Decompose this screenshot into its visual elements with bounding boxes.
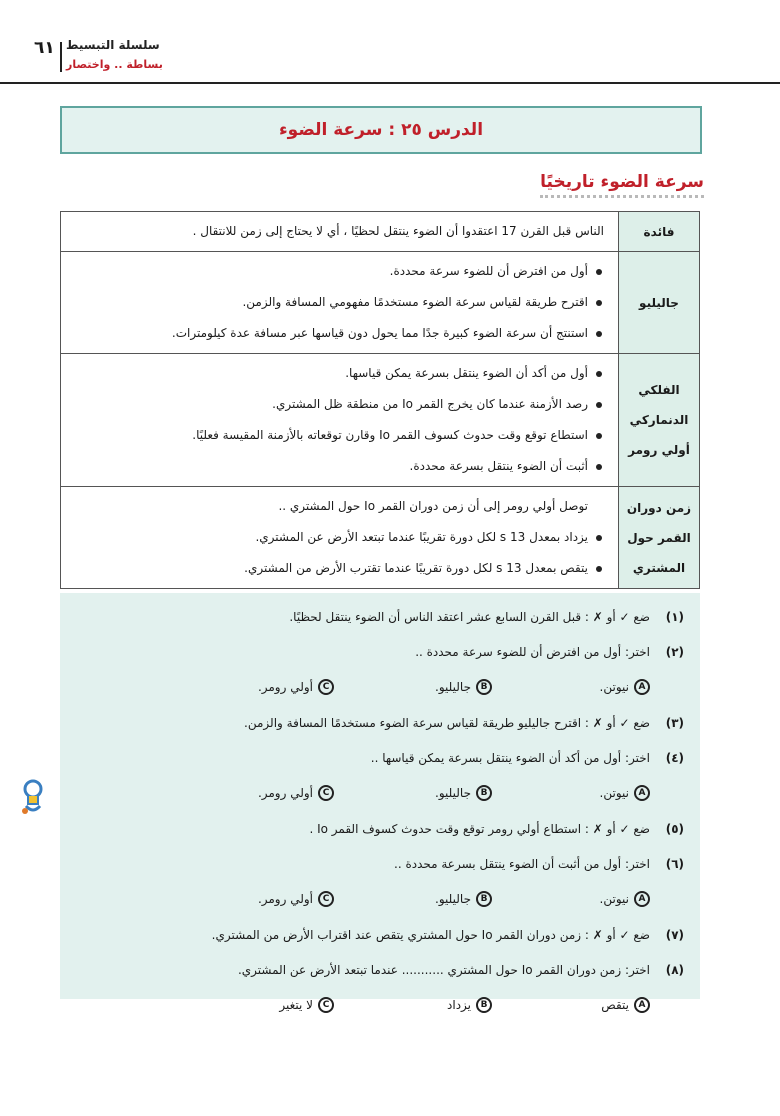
answer-option[interactable] [334,785,492,801]
question-number: (٥) [665,821,684,836]
row-item: يتقص بمعدل 13 s لكل دورة تقريبًا عندما تقترب الأرض من المشتري. [69,553,588,584]
exercises-panel [60,593,700,1012]
exercise-question [76,846,684,881]
series-subtitle: بساطة .. واختصار [66,58,163,71]
exercise-question [76,705,684,740]
answer-option[interactable] [334,679,492,695]
question-number: (٤) [665,750,684,765]
row-item: توصل أولي رومر إلى أن زمن دوران القمر Io حول المشتري .. [278,499,588,513]
answer-option[interactable] [492,997,650,1013]
option-letter-icon: B [476,679,492,695]
row-item: أثبت أن الضوء ينتقل بسرعة محددة. [69,451,588,482]
row-item: أول من افترض أن للضوء سرعة محددة. [69,256,588,287]
row-content [61,212,619,252]
answer-options [76,987,684,1023]
table-row [61,212,700,252]
row-label [619,487,700,589]
option-label: نيوتن. [599,892,629,906]
option-label: أولي رومر. [257,892,313,906]
answer-option[interactable] [492,891,650,907]
table-row [61,354,700,487]
row-label [619,354,700,487]
option-label: جاليليو. [435,680,471,694]
answer-option[interactable] [176,785,334,801]
question-text: ضع ✓ أو ✗ : زمن دوران القمر Io حول المشتري يتقص عند اقتراب الأرض من المشتري. [211,927,650,942]
lightbulb-hand-icon [16,778,46,818]
info-table [60,211,700,589]
option-letter-icon: A [634,785,650,801]
question-number: (٧) [665,927,684,942]
option-label: أولي رومر. [257,680,313,694]
option-letter-icon: C [318,891,334,907]
lesson-banner [60,106,702,154]
answer-option[interactable] [176,679,334,695]
row-label-line: الفلكي [638,383,680,397]
option-label: يزداد [447,998,471,1012]
answer-options [76,775,684,811]
option-label: لا يتغير [279,998,313,1012]
option-letter-icon: C [318,679,334,695]
row-item: استطاع توقع وقت حدوث كسوف القمر Io وقارن توقعاته بالأزمنة المقيسة فعليًا. [69,420,588,451]
question-text: ضع ✓ أو ✗ : اقترح جاليليو طريقة لقياس سرعة الضوء مستخدمًا المسافة والزمن. [244,715,650,730]
question-text: ضع ✓ أو ✗ : استطاع أولي رومر توقع وقت حدوث كسوف القمر Io . [309,821,650,836]
exercise-question [76,740,684,775]
option-label: أولي رومر. [257,786,313,800]
option-letter-icon: B [476,785,492,801]
header-rule [0,82,780,84]
row-item: اقترح طريقة لقياس سرعة الضوء مستخدمًا مفهومي المسافة والزمن. [69,287,588,318]
option-label: نيوتن. [599,786,629,800]
header-divider [60,42,62,72]
row-label-line: القمر حول [627,530,691,545]
table-row [61,487,700,589]
exercise-question [76,811,684,846]
answer-option[interactable] [176,997,334,1013]
page-header [0,34,780,84]
exercise-question [76,952,684,987]
question-text: اختر: أول من أكد أن الضوء ينتقل بسرعة يمكن قياسها .. [370,750,650,765]
answer-option[interactable] [492,679,650,695]
question-number: (٣) [665,715,684,730]
row-item: رصد الأزمنة عندما كان يخرج القمر Io من منطقة ظل المشتري. [69,389,588,420]
row-item: استنتج أن سرعة الضوء كبيرة جدًا مما يحول دون قياسها عبر مسافة عدة كيلومترات. [69,318,588,349]
question-text: اختر: أول من أثبت أن الضوء ينتقل بسرعة محددة .. [394,856,650,871]
option-label: يتقص [601,998,629,1012]
question-text: اختر: زمن دوران القمر Io حول المشتري ........... عندما تبتعد الأرض عن المشتري. [237,962,650,977]
exercise-question [76,599,684,634]
option-label: نيوتن. [599,680,629,694]
option-letter-icon: B [476,997,492,1013]
row-item: الناس قبل القرن 17 اعتقدوا أن الضوء ينتقل لحظيًا ، أي لا يحتاج إلى زمن للانتقال . [192,224,604,238]
exercise-question [76,634,684,669]
option-label: جاليليو. [435,892,471,906]
row-item: أول من أكد أن الضوء ينتقل بسرعة يمكن قياسها. [69,358,588,389]
row-content [61,487,619,589]
answer-options [76,669,684,705]
row-label-line: الدنماركي [629,413,689,427]
section-title: سرعة الضوء تاريخيًا [540,172,704,198]
option-letter-icon: A [634,997,650,1013]
question-text: ضع ✓ أو ✗ : قبل القرن السابع عشر اعتقد الناس أن الضوء ينتقل لحظيًا. [289,609,650,624]
row-label [619,252,700,354]
row-label-line: جاليليو [639,295,679,310]
lesson-title: الدرس ٢٥ : سرعة الضوء [278,120,484,140]
option-letter-icon: B [476,891,492,907]
question-number: (٨) [665,962,684,977]
series-title: سلسلة التبسيط [66,38,160,52]
option-letter-icon: A [634,679,650,695]
row-label [619,212,700,252]
row-content [61,252,619,354]
row-label-line: أولي رومر [628,443,690,457]
question-text: اختر: أول من افترض أن للضوء سرعة محددة .. [415,644,650,659]
row-item: يزداد بمعدل 13 s لكل دورة تقريبًا عندما تبتعد الأرض عن المشتري. [69,522,588,553]
answer-options [76,881,684,917]
question-number: (١) [665,609,684,624]
answer-option[interactable] [492,785,650,801]
answer-option[interactable] [176,891,334,907]
row-label-line: المشتري [632,560,686,575]
question-number: (٢) [665,644,684,659]
option-letter-icon: A [634,891,650,907]
exercise-question [76,917,684,952]
option-label: جاليليو. [435,786,471,800]
question-number: (٦) [665,856,684,871]
table-row [61,252,700,354]
option-letter-icon: C [318,785,334,801]
row-content [61,354,619,487]
answer-option[interactable] [334,891,492,907]
option-letter-icon: C [318,997,334,1013]
page-number: ٦١ [34,38,55,58]
answer-option[interactable] [334,997,492,1013]
row-label-line: فائدة [643,224,675,239]
row-label-line: زمن دوران [626,500,692,515]
